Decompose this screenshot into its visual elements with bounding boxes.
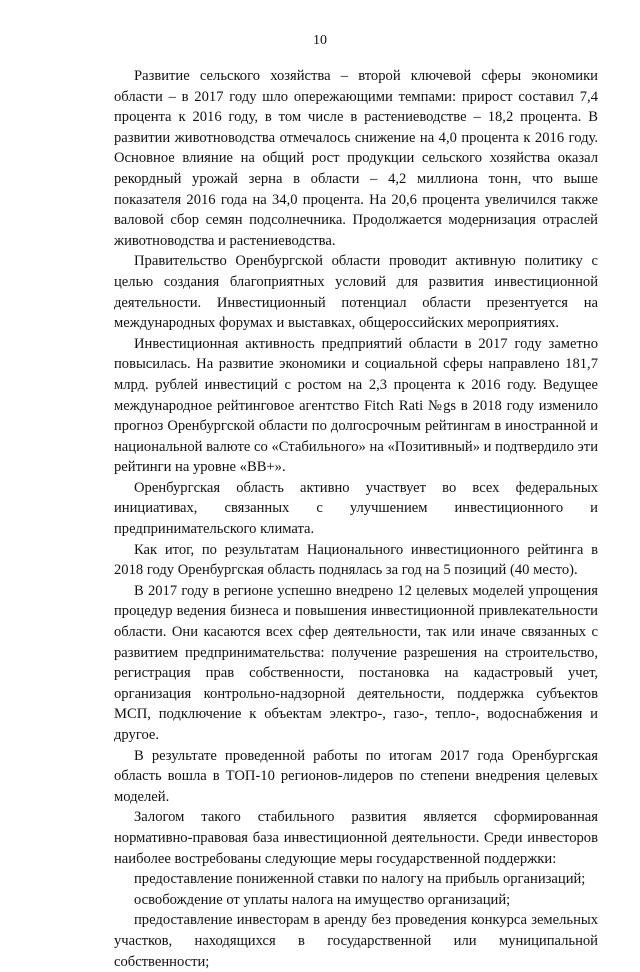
list-item-land-lease: предоставление инвесторам в аренду без проведения конкурса земельных участков, находящихся в государственной или муниципальной собственности; [114, 912, 598, 970]
list-item-profit-tax: предоставление пониженной ставки по налогу на прибыль организаций; [134, 871, 586, 888]
document-body [114, 66, 598, 972]
page-number: 10 [313, 33, 327, 48]
paragraph-government-policy: Правительство Оренбургской области проводит активную политику с целью создания благоприятных условий для развития инвестиционной деятельности. Инвестиционный потенциал области презентуется на международных форумах и выставках, общероссийских мероприятиях. [114, 253, 598, 332]
paragraph-agriculture: Развитие сельского хозяйства – второй ключевой сферы экономики области – в 2017 году шло опережающими темпами: прирост составил 7,4 процента к 2016 году, в том числе в растениеводстве – 18,2 процента. В развитии животноводства отмечалось снижение на 4,0 процента к 2016 году. Основное влияние на общий рост продукции сельского хозяйства оказал рекордный урожай зерна в области – 4,2 миллиона тонн, что выше показателя 2016 года на 34,0 процента. На 20,6 процента увеличился также валовой сбор семян подсолнечника. Продолжается модернизация отраслей животноводства и растениеводства. [114, 68, 598, 249]
paragraph-investment-activity: Инвестиционная активность предприятий области в 2017 году заметно повысилась. На развитие экономики и социальной сферы направлено 181,7 млрд. рублей инвестиций с ростом на 2,3 процента к 2016 году. Ведущее международное рейтинговое агентство Fitch Rati №gs в 2018 году изменило прогноз Оренбургской области по долгосрочным рейтингам в иностранной и национальной валюте со «Стабильного» на «Позитивный» и подтвердило эти рейтинги на уровне «ВВ+». [114, 335, 598, 476]
paragraph-top10: В результате проведенной работы по итогам 2017 года Оренбургская область вошла в ТОП-10 регионов-лидеров по степени внедрения целевых моделей. [114, 747, 598, 805]
paragraph-federal-initiatives: Оренбургская область активно участвует во всех федеральных инициативах, связанных с улучшением инвестиционного и предпринимательского климата. [114, 479, 598, 538]
list-item-property-tax: освобождение от уплаты налога на имущество организаций; [134, 891, 511, 908]
paragraph-target-models: В 2017 году в регионе успешно внедрено 12 целевых моделей упрощения процедур ведения бизнеса и повышения инвестиционной привлекательности области. Они касаются всех сфер деятельности, так или иначе связанных с развитием предпринимательства: получение разрешения на строительство, регистрация прав собственности, постановка на кадастровый учет, организация контрольно-надзорной деятельности, поддержка субъектов МСП, подключение к объектам электро-, газо-, тепло-, водоснабжения и другое. [114, 582, 598, 743]
paragraph-legal-base: Залогом такого стабильного развития является сформированная нормативно-правовая база инвестиционной деятельности. Среди инвесторов наиболее востребованы следующие меры государственной поддержки: [114, 809, 598, 867]
paragraph-national-rating: Как итог, по результатам Национального инвестиционного рейтинга в 2018 году Оренбургская область поднялась за год на 5 позиций (40 место). [114, 541, 598, 579]
